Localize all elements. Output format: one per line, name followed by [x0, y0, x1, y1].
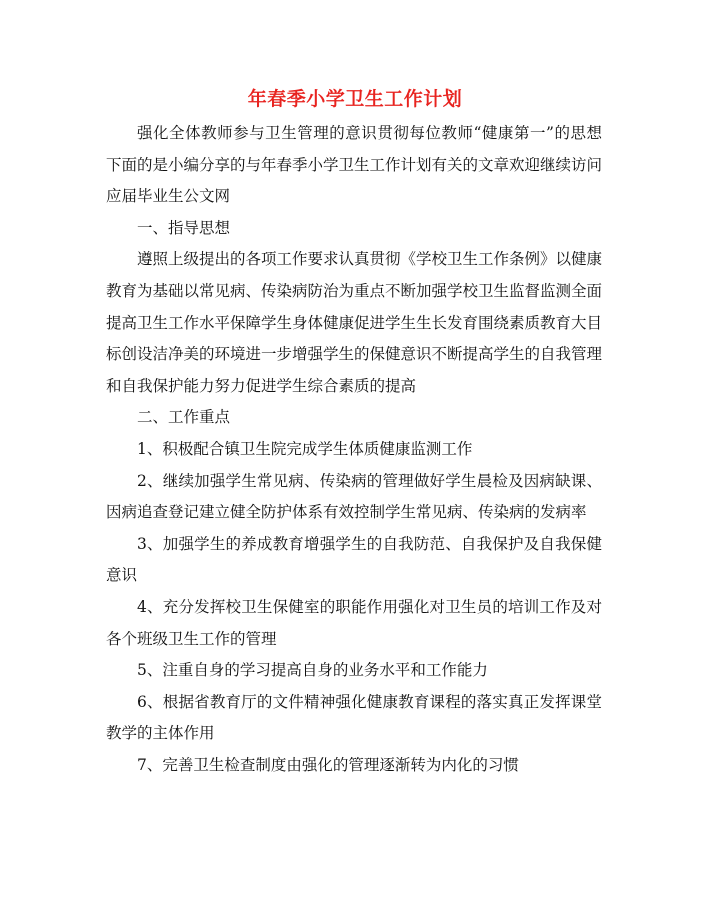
paragraph-intro: 强化全体教师参与卫生管理的意识贯彻每位教师“健康第一”的思想下面的是小编分享的与年春季小学卫生工作计划有关的文章欢迎继续访问应届毕业生公文网	[106, 124, 603, 206]
document-body	[106, 118, 602, 781]
paragraph-guiding-ideology: 遵照上级提出的各项工作要求认真贯彻《学校卫生工作条例》以健康教育为基础以常见病、传染病防治为重点不断加强学校卫生监督监测全面提高卫生工作水平保障学生身体健康促进学生生长发育围绕素质教育大目标创设洁净美的环境进一步增强学生的保健意识不断提高学生的自我管理和自我保护能力努力促进学生综合素质的提高	[106, 250, 603, 395]
list-item-3: 3、加强学生的养成教育增强学生的自我防范、自我保护及自我保健意识	[106, 534, 602, 585]
list-item-5: 5、注重自身的学习提高自身的业务水平和工作能力	[137, 661, 488, 680]
list-item-1: 1、积极配合镇卫生院完成学生体质健康监测工作	[137, 439, 473, 458]
list-item-2: 2、继续加强学生常见病、传染病的管理做好学生晨检及因病缺课、因病追查登记建立健全防护体系有效控制学生常见病、传染病的发病率	[106, 471, 602, 522]
document-title: 年春季小学卫生工作计划	[247, 88, 463, 110]
list-item-7: 7、完善卫生检查制度由强化的管理逐渐转为内化的习惯	[137, 755, 519, 774]
list-item-6: 6、根据省教育厅的文件精神强化健康教育课程的落实真正发挥课堂教学的主体作用	[106, 692, 602, 743]
section-heading-work-focus: 二、工作重点	[137, 408, 231, 427]
section-heading-guiding-ideology: 一、指导思想	[137, 218, 231, 237]
list-item-4: 4、充分发挥校卫生保健室的职能作用强化对卫生员的培训工作及对各个班级卫生工作的管理	[106, 597, 602, 648]
